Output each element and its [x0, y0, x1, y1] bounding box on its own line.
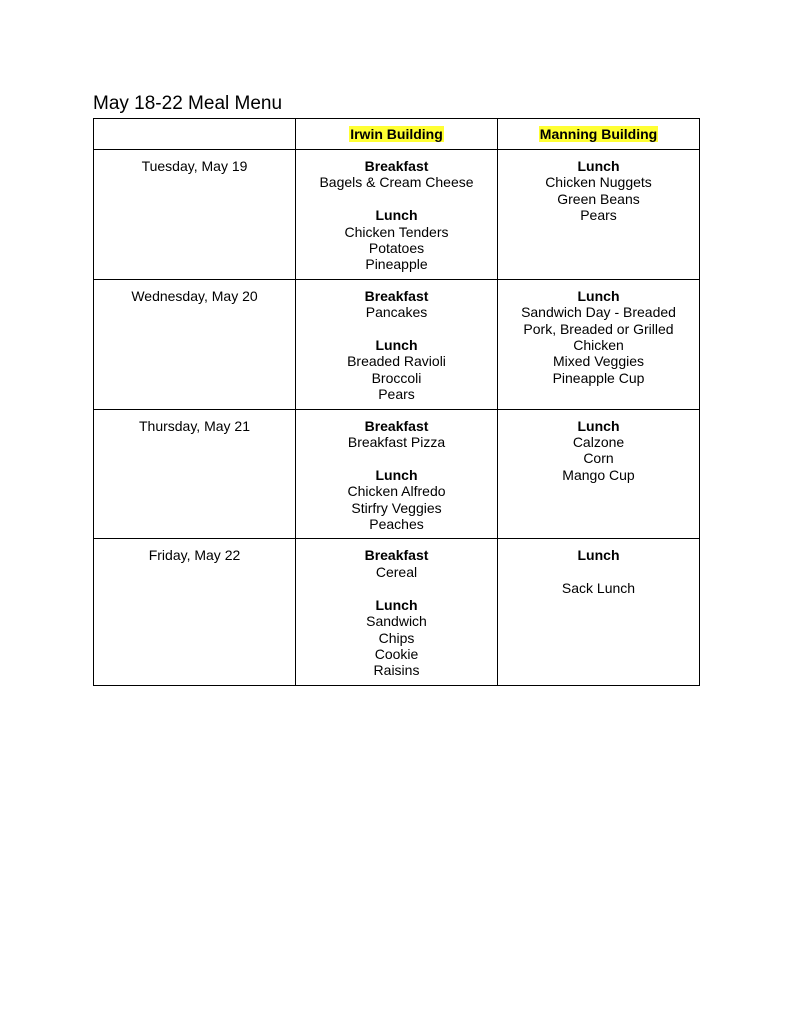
breakfast-label: Breakfast [364, 287, 429, 304]
day-cell [94, 150, 296, 280]
menu-item: Mixed Veggies [552, 353, 645, 370]
lunch-label: Lunch [577, 287, 620, 304]
lunch-label: Lunch [577, 158, 620, 174]
day-label: Friday, May 22 [148, 547, 241, 564]
header-manning-cell [498, 119, 700, 150]
menu-item: Chicken [573, 337, 624, 354]
menu-item: Green Beans [557, 190, 640, 207]
irwin-cell [296, 279, 498, 409]
menu-item: Cookie [374, 645, 419, 662]
menu-item: Raisins [373, 662, 420, 679]
menu-item: Potatoes [368, 240, 425, 257]
menu-item: Chicken Alfredo [347, 483, 446, 500]
manning-cell [498, 279, 700, 409]
lunch-label: Lunch [375, 337, 418, 354]
day-label: Tuesday, May 19 [141, 158, 248, 174]
header-blank-cell [94, 119, 296, 150]
menu-item: Sack Lunch [561, 580, 636, 597]
irwin-building-heading: Irwin Building [350, 125, 443, 142]
menu-item: Corn [583, 450, 614, 467]
day-cell [94, 409, 296, 539]
menu-item: Pears [378, 386, 415, 403]
day-label: Thursday, May 21 [138, 417, 250, 434]
lunch-label: Lunch [375, 596, 418, 613]
menu-item: Sandwich [366, 613, 427, 630]
page-title: May 18-22 Meal Menu [93, 93, 283, 114]
lunch-label: Lunch [375, 466, 418, 483]
table-row [94, 539, 700, 685]
menu-item: Broccoli [371, 369, 422, 386]
menu-item: Breakfast Pizza [347, 434, 446, 451]
manning-cell [498, 539, 700, 685]
day-label: Wednesday, May 20 [131, 287, 258, 304]
menu-item: Breaded Ravioli [347, 353, 446, 370]
menu-item: Chicken Nuggets [545, 174, 652, 191]
table-row [94, 279, 700, 409]
table-row [94, 409, 700, 539]
table-header-row [94, 119, 700, 150]
breakfast-label: Breakfast [364, 158, 429, 174]
irwin-cell [296, 539, 498, 685]
menu-item [502, 564, 695, 580]
menu-item: Peaches [369, 516, 424, 533]
lunch-label: Lunch [577, 417, 620, 434]
breakfast-label: Breakfast [364, 417, 429, 434]
menu-item: Cereal [375, 563, 418, 580]
header-irwin-cell [296, 119, 498, 150]
menu-item: Pancakes [365, 304, 428, 321]
breakfast-label: Breakfast [364, 547, 429, 564]
irwin-cell [296, 150, 498, 280]
meal-menu-table [93, 118, 700, 686]
menu-item: Calzone [572, 434, 625, 451]
manning-building-heading: Manning Building [539, 125, 658, 142]
day-cell [94, 539, 296, 685]
menu-item: Pineapple [365, 256, 428, 273]
menu-item: Chicken Tenders [344, 223, 449, 240]
menu-item: Stirfry Veggies [351, 499, 442, 516]
manning-cell [498, 150, 700, 280]
menu-item: Mango Cup [562, 466, 635, 483]
lunch-label: Lunch [375, 207, 418, 224]
day-cell [94, 279, 296, 409]
manning-cell [498, 409, 700, 539]
lunch-label: Lunch [577, 547, 620, 564]
menu-item: Pork, Breaded or Grilled [523, 320, 674, 337]
table-row [94, 150, 700, 280]
menu-item: Pears [580, 207, 617, 224]
irwin-cell [296, 409, 498, 539]
menu-item: Chips [378, 629, 415, 646]
menu-item: Sandwich Day - Breaded [521, 304, 676, 321]
menu-item: Bagels & Cream Cheese [319, 174, 474, 191]
menu-item: Pineapple Cup [552, 369, 645, 386]
